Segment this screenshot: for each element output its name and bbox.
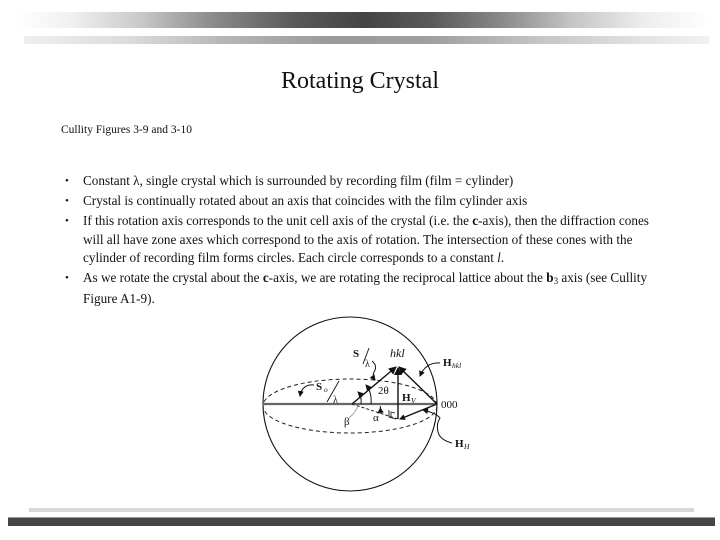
label-h-hkl-sub: hkl [452, 361, 462, 370]
h-h-vector [400, 404, 437, 419]
bullet-icon: • [65, 272, 69, 285]
dashed-ellipse [263, 379, 437, 433]
bullet-text-bold: c [262, 270, 269, 286]
bullet-text-part: As we rotate the crystal about the [83, 270, 263, 286]
slide-title: Rotating Crystal [281, 68, 439, 94]
label-h-hkl: H [443, 357, 452, 369]
label-h-v-sub: V [411, 396, 416, 405]
label-hkl: hkl [390, 346, 405, 360]
label-origin-000: 000 [441, 399, 458, 411]
bullet-text-part: axis (see Cullity Figure A1-9). [83, 270, 648, 307]
slide-subtitle: Cullity Figures 3-9 and 3-10 [61, 124, 192, 136]
s-lambda-leader [372, 361, 376, 380]
bullet-text-part: -axis), then the diffraction cones will all have zone axes which correspond to the axis of rotation. The intersection of these cones with the cylinder of recording film forms circles. Each circle corresponds to a constant [83, 213, 649, 265]
bullet-text-subscript: 3 [553, 276, 559, 287]
bullet-text-part: . [500, 249, 505, 265]
bullet-text-part: If this rotation axis corresponds to the unit cell axis of the crystal (i.e. the [83, 213, 473, 229]
bullet-text-bold: c [472, 213, 479, 229]
bottom-dark-bar [8, 517, 715, 526]
label-two-theta: 2θ [378, 385, 389, 397]
label-h-h: H [455, 438, 464, 450]
label-s0: S [316, 381, 323, 393]
bullet-text-bold: b [546, 270, 554, 286]
s0-lambda-leader [300, 385, 314, 396]
label-beta: β [344, 416, 350, 428]
bullet-text-part: -axis, we are rotating the reciprocal lattice about the [268, 270, 547, 286]
bullet-icon: • [65, 215, 69, 228]
label-h-v: H [402, 392, 411, 404]
bullet-text-italic: l [497, 249, 501, 265]
bullet-icon: • [65, 195, 69, 208]
right-angle-marker-inner [391, 412, 395, 416]
label-lambda: λ [365, 359, 370, 370]
beta-leader [349, 406, 358, 418]
label-h-h-sub: H [464, 442, 470, 451]
label-alpha: α [373, 412, 379, 424]
label-s0-sub: o [324, 385, 328, 394]
bullet-text: Constant λ, single crystal which is surrounded by recording film (film = cylinder) [83, 173, 514, 188]
bullet-icon: • [65, 175, 69, 187]
h-h-leader [423, 410, 452, 443]
label-s0-lambda: λ [333, 395, 338, 406]
label-s: S [353, 348, 360, 360]
bottom-thin-bar [29, 508, 694, 512]
bullet-text: Crystal is continually rotated about an axis that coincides with the film cylinder axis [83, 193, 528, 209]
